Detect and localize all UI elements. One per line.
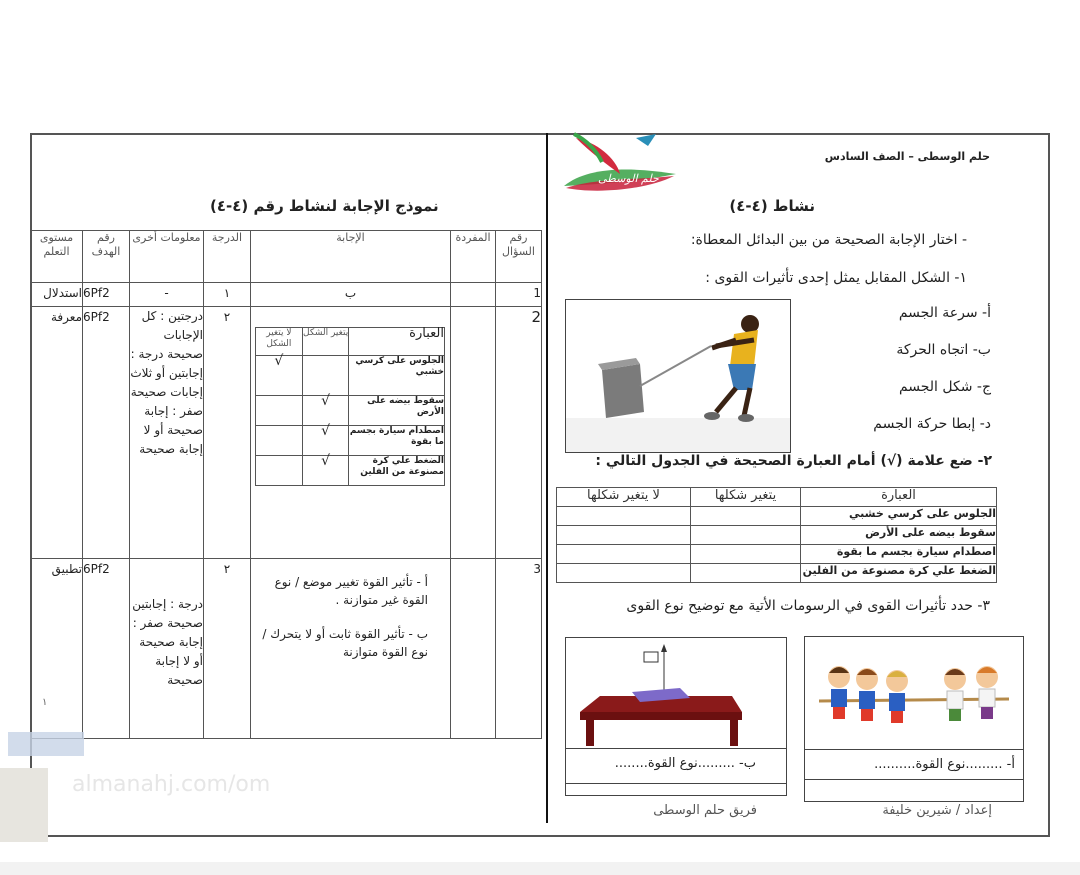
inner-cell: الضغط علي كرة مصنوعة من الفلين [349,456,445,486]
grade-cell: ٢ [204,559,251,739]
col-answer: الإجابة [251,231,451,283]
check-mark: √ [256,356,303,396]
header-text: حلم الوسطى – الصف السادس [824,150,990,163]
footer-prepared: إعداد / شيرين خليفة [882,803,992,818]
pulling-box-illustration [565,299,791,453]
watermark-text: almanahj.com/om [72,772,271,797]
info-cell: درجتين : كل الإجابات صحيحة درجة : إجابتين أو ثلاث إجابات صحيحة صفر : إجابة صحيحة أو لا إجابة صحيحة [130,307,204,559]
answer-title: نموذج الإجابة لنشاط رقم (٤-٤) [210,197,439,215]
item-cell [451,559,496,739]
answer-cell [251,307,451,559]
table-row [31,559,542,739]
answer-cell [251,559,451,739]
instruction: - اختار الإجابة الصحيحة من بين البدائل المعطاة: [690,232,967,248]
inner-header: العبارة [349,328,445,356]
footer-team: فريق حلم الوسطى [653,803,757,818]
table-illustration [566,638,786,748]
answer-header [30,230,542,283]
check-mark: √ [302,396,349,426]
col-num: رقم السؤال [496,231,542,283]
label-b: ب- .........نوع القوة........ [614,756,756,771]
goal-cell: 6Pf2 [83,307,130,559]
check-mark: √ [302,456,349,486]
col-grade: الدرجة [204,231,251,283]
question-3: ٣- حدد تأثيرات القوى في الرسومات الأتية مع توضيح نوع القوى [626,598,990,614]
answer-cell[interactable] [691,526,801,545]
col-item: المفردة [451,231,496,283]
num-cell: 1 [496,283,542,307]
answer-cell[interactable] [691,507,801,526]
level-cell: معرفة [31,307,83,559]
check-mark [256,396,303,426]
answer-cell[interactable] [691,545,801,564]
goal-cell: 6Pf2 [83,559,130,739]
inner-cell: سقوط بيضه على الأرض [349,396,445,426]
statement-cell: الضغط علي كرة مصنوعة من الفلين [801,564,997,583]
logo-text: حلم الوسطى [598,172,659,185]
statement-cell: سقوط بيضه على الأرض [801,526,997,545]
tug-of-war-illustration [805,637,1023,749]
question-1: ١- الشكل المقابل يمثل إحدى تأثيرات القوى : [705,270,967,286]
check-mark [256,456,303,486]
table-header: العبارة [801,488,997,507]
table-picture-frame [565,637,787,796]
answer-cell[interactable] [557,507,691,526]
grade-cell: ٢ [204,307,251,559]
info-cell: درجة : إجابتين صحيحة صفر : إجابة صحيحة أو لا إجابة صحيحة [130,559,204,739]
check-mark: √ [302,426,349,456]
question-2: ٢- ضع علامة (√) أمام العبارة الصحيحة في الجدول التالي : [595,453,992,469]
check-mark [256,426,303,456]
table-row [557,545,997,564]
check-mark [302,356,349,396]
col-info: معلومات أخرى [130,231,204,283]
option-c: ج- شكل الجسم [898,379,991,395]
table-row [557,564,997,583]
table-header: لا يتغير شكلها [557,488,691,507]
table-header: يتغير شكلها [691,488,801,507]
option-b: ب- اتجاه الحركة [896,342,991,358]
info-cell: - [130,283,204,307]
goal-cell: 6Pf2 [83,283,130,307]
answer-cell[interactable] [557,526,691,545]
label-a: أ- .........نوع القوة.......... [874,757,1015,772]
level-cell: استدلال [31,283,83,307]
num-cell: 3 [496,559,542,739]
inner-header: لا يتغير الشكل [256,328,303,356]
tug-picture-frame [804,636,1024,802]
table-row [557,507,997,526]
table-row [557,526,997,545]
answer-a: أ - تأثير القوة تغيير موضع / نوع القوة غير متوازنة . [274,575,428,607]
watermark-bar [8,732,84,756]
inner-cell: الجلوس على كرسي خشبي [349,356,445,396]
table-row [31,283,542,307]
activity-title: نشاط (٤-٤) [729,197,815,215]
answer-b: ب - تأثير القوة ثابت أو لا يتحرك / نوع القوة متوازنة [262,627,428,659]
watermark-block [0,768,48,842]
answer-cell: ب [251,283,451,307]
answer-cell[interactable] [691,564,801,583]
answer-cell[interactable] [557,564,691,583]
table-row [31,307,542,559]
stray-mark: ١ [42,697,48,708]
statement-cell: اصطدام سيارة بجسم ما بقوة [801,545,997,564]
page-divider [546,133,548,823]
grade-cell: ١ [204,283,251,307]
statement-table [556,487,997,583]
level-cell: تطبيق [31,559,83,739]
option-d: د- إبطا حركة الجسم [873,416,991,432]
bottom-strip [0,862,1080,875]
col-goal: رقم الهدف [83,231,130,283]
num-cell: 2 [496,307,542,559]
inner-header: يتغير الشكل [302,328,349,356]
item-cell [451,307,496,559]
option-a: أ- سرعة الجسم [898,305,991,321]
answer-cell[interactable] [557,545,691,564]
col-level: مستوى التعلم [31,231,83,283]
item-cell [451,283,496,307]
inner-table [255,327,445,486]
answer-table [30,282,542,739]
inner-cell: اصطدام سيارة بجسم ما بقوة [349,426,445,456]
statement-cell: الجلوس على كرسي خشبي [801,507,997,526]
logo [556,128,686,198]
